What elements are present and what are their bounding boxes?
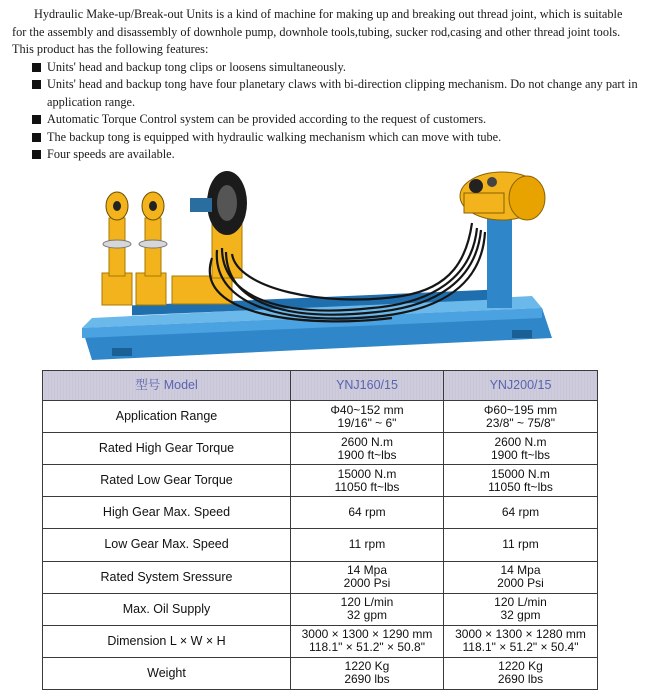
square-bullet-icon [32,115,41,124]
intro-text [12,6,638,164]
table-row [43,593,598,625]
table-row [43,561,598,593]
cell-ynj200 [444,657,598,689]
feature-text: Automatic Torque Control system can be provided according to the request of customers. [47,112,487,126]
header-ynj200: YNJ200/15 [444,371,598,401]
cell-ynj200 [444,561,598,593]
cell-line: 11 rpm [502,537,539,552]
feature-item [12,129,638,147]
cell-line: 15000 N.m [337,466,397,481]
row-label: Max. Oil Supply [43,593,291,625]
cell-line: 64 rpm [501,505,540,520]
cell-line: 64 rpm [348,505,386,520]
feature-item [12,59,638,77]
feature-item [12,146,638,164]
cell-ynj160 [291,593,444,625]
table-header-row [43,371,598,401]
cell-ynj160 [291,465,444,497]
machine-photo [72,168,572,363]
table-row [43,625,598,657]
cell-line: 2690 lbs [344,672,390,687]
cell-line: 14 Mpa [346,563,388,578]
row-label: Application Range [43,401,291,433]
cell-line: 23/8" ~ 75/8" [486,415,555,430]
tong-head [460,172,545,308]
cell-line: 2000 Psi [343,576,391,591]
cell-line: 19/16" ~ 6" [337,415,397,430]
cell-ynj160 [291,401,444,433]
cell-line: 11050 ft~lbs [334,479,400,494]
header-model: 型号 Model [43,371,291,401]
cell-ynj200 [444,401,598,433]
table-row [43,465,598,497]
row-label: Rated High Gear Torque [43,433,291,465]
row-label: Weight [43,657,291,689]
feature-text: Units' head and backup tong clips or loosens simultaneously. [47,59,346,74]
cell-line: 3000 × 1300 × 1280 mm [455,627,586,642]
cell-ynj200 [444,625,598,657]
cell-line: Φ40~152 mm [330,402,404,417]
row-label: Dimension L × W × H [43,625,291,657]
cell-line: 2690 lbs [497,672,544,687]
cell-ynj200 [444,433,598,465]
table-row [43,433,598,465]
square-bullet-icon [32,63,41,72]
table-row [43,497,598,529]
row-label: Low Gear Max. Speed [43,529,291,561]
table-row [43,401,598,433]
cell-line: 120 L/min [340,595,394,610]
cell-line: Φ60~195 mm [483,402,558,417]
cell-line: 1220 Kg [344,659,390,674]
row-label: Rated System Sressure [43,561,291,593]
cell-ynj200 [444,529,598,561]
square-bullet-icon [32,80,41,89]
cell-ynj200 [444,465,598,497]
cell-line: 1900 ft~lbs [337,447,397,462]
square-bullet-icon [32,150,41,159]
cell-line: 14 Mpa [500,563,541,578]
cell-line: 11 rpm [348,537,386,552]
cell-line: 1220 Kg [498,659,543,674]
cell-line: 11050 ft~lbs [488,479,553,494]
cell-line: 1900 ft~lbs [490,447,551,462]
table-row [43,657,598,689]
cell-ynj160 [291,657,444,689]
cell-ynj160 [291,561,444,593]
cell-ynj160 [291,497,444,529]
feature-item [12,111,638,129]
feature-text: The backup tong is equipped with hydraulic walking mechanism which can move with tube. [47,129,502,144]
cell-line: 2600 N.m [340,434,394,449]
header-ynj160: YNJ160/15 [291,371,444,401]
cell-line: 118.1" × 51.2" × 50.8" [309,640,425,655]
row-label: High Gear Max. Speed [43,497,291,529]
cell-line: 118.1" × 51.2" × 50.4" [462,640,579,655]
spec-table [42,370,598,690]
square-bullet-icon [32,133,41,142]
cell-line: 3000 × 1300 × 1290 mm [301,627,433,642]
cell-line: 15000 N.m [491,466,550,481]
table-row [43,529,598,561]
feature-text: Units' head and backup tong have four planetary claws with bi-direction clipping mechanism. Do not change any part in application range. [47,77,638,109]
cell-ynj160 [291,529,444,561]
feature-text: Four speeds are available. [47,147,175,161]
backup-tong [190,171,247,278]
cell-ynj200 [444,497,598,529]
cell-line: 2000 Psi [497,576,544,591]
feature-item [12,76,638,111]
cell-ynj160 [291,433,444,465]
row-label: Rated Low Gear Torque [43,465,291,497]
cell-ynj200 [444,593,598,625]
cell-line: 32 gpm [346,608,388,623]
cell-line: 32 gpm [500,608,541,623]
cell-line: 2600 N.m [494,434,547,449]
cell-ynj160 [291,625,444,657]
cell-line: 120 L/min [494,595,547,610]
intro-paragraph: Hydraulic Make-up/Break-out Units is a kind of machine for making up and breaking out thread joint, which is suitable for the assembly and disassembly of downhole pump, downhole tools,tubing, sucker rod,casing and other thread joint tools. This product has the following features: [12,7,623,56]
